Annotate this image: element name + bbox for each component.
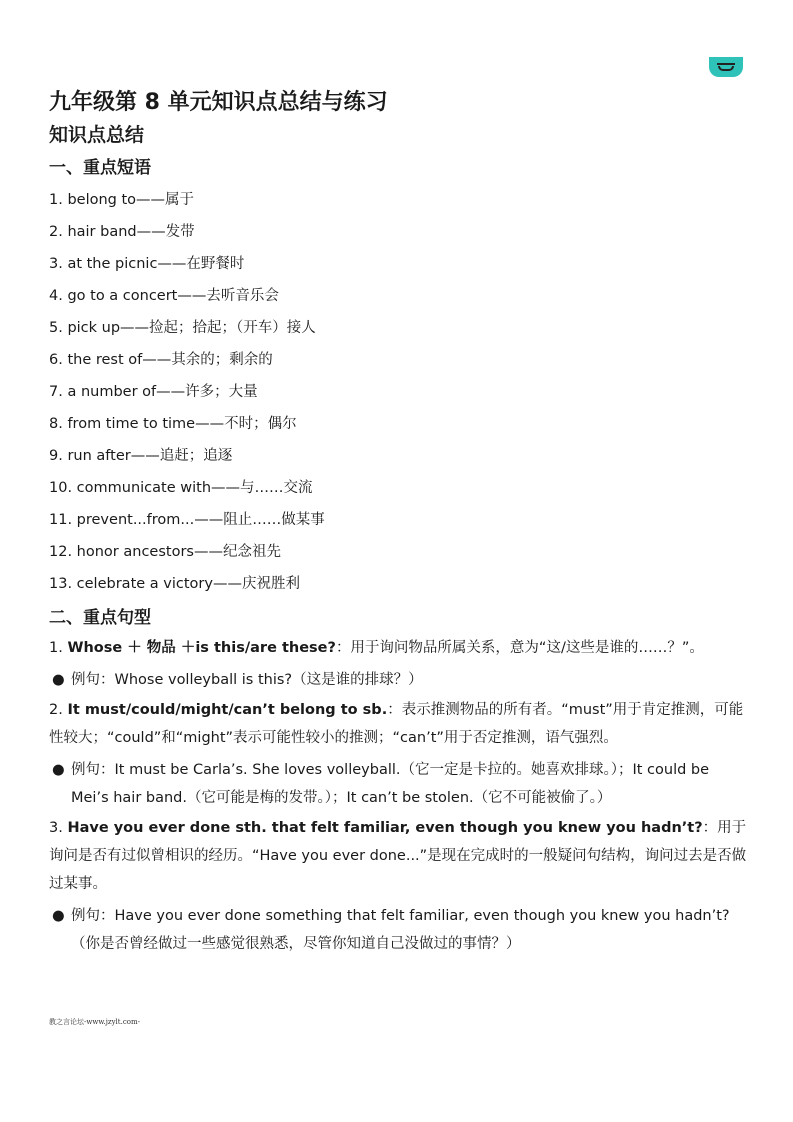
pattern-description: ：表示推测物品的所有者。“must”用于肯定推测，可能性较大；“could”和“might”表示可能性较小的推测；“can’t”用于否定推测，语气强烈。 (49, 702, 744, 746)
pattern-description: ：用于询问是否有过似曾相识的经历。“Have you ever done...”是现在完成时的一般疑问句结构，询问过去是否做过某事。 (49, 820, 747, 892)
pattern-text: It must/could/might/can’t belong to sb. (67, 702, 388, 718)
pattern-number: 3. (49, 820, 68, 836)
pattern-text: Have you ever done sth. that felt familiar, even though you knew you hadn’t? (67, 820, 703, 836)
phrase-item: 5. pick up——捡起；拾起；（开车）接人 (49, 320, 316, 336)
example-2 (49, 756, 749, 812)
page-footer: 教之言论坛-www.jzylt.com- (49, 1018, 140, 1026)
phrase-item: 9. run after——追赶；追逐 (49, 448, 233, 464)
example-text: 例句：It must be Carla’s. She loves volleyball.（它一定是卡拉的。她喜欢排球。）；It could be Mei’s hair band.（它可能是梅的发带。）；It can’t be stolen.（它不可能被偷了。） (71, 762, 710, 806)
logo-smile (718, 66, 734, 71)
document-subtitle: 知识点总结 (49, 124, 145, 146)
document-body (49, 86, 749, 958)
phrase-item: 4. go to a concert——去听音乐会 (49, 288, 279, 304)
document-title: 九年级第 8 单元知识点总结与练习 (49, 90, 388, 115)
phrase-item: 7. a number of——许多；大量 (49, 384, 258, 400)
phrase-item: 13. celebrate a victory——庆祝胜利 (49, 576, 300, 592)
pattern-number: 1. (49, 640, 68, 656)
pattern-3 (49, 814, 749, 898)
bullet-icon: ● (52, 908, 65, 924)
section1-heading: 一、重点短语 (49, 158, 151, 178)
phrase-item: 2. hair band——发带 (49, 224, 195, 240)
pattern-description: ：用于询问物品所属关系，意为“这/这些是谁的……？”。 (335, 640, 704, 656)
phrase-item: 10. communicate with——与……交流 (49, 480, 313, 496)
example-text: 例句：Whose volleyball is this?（这是谁的排球？） (71, 672, 423, 688)
example-1 (49, 666, 749, 694)
example-text: 例句：Have you ever done something that felt familiar, even though you knew you hadn’t?（你是否曾经做过一些感觉很熟悉，尽管你知道自己没做过的事情？） (71, 908, 730, 952)
bullet-icon: ● (52, 762, 65, 778)
section2-heading: 二、重点句型 (49, 608, 151, 628)
phrase-list (49, 184, 749, 600)
example-3 (49, 902, 749, 958)
pattern-2 (49, 696, 749, 752)
phrase-item: 12. honor ancestors——纪念祖先 (49, 544, 281, 560)
phrase-item: 3. at the picnic——在野餐时 (49, 256, 245, 272)
smile-logo-icon (709, 57, 743, 77)
pattern-text: Whose ＋ 物品 ＋is this/are these? (67, 640, 336, 656)
phrase-item: 11. prevent...from...——阻止……做某事 (49, 512, 325, 528)
pattern-number: 2. (49, 702, 68, 718)
phrase-item: 6. the rest of——其余的；剩余的 (49, 352, 273, 368)
bullet-icon: ● (52, 672, 65, 688)
pattern-1 (49, 634, 749, 662)
phrase-item: 1. belong to——属于 (49, 192, 195, 208)
phrase-item: 8. from time to time——不时；偶尔 (49, 416, 297, 432)
logo-bar (717, 63, 735, 65)
